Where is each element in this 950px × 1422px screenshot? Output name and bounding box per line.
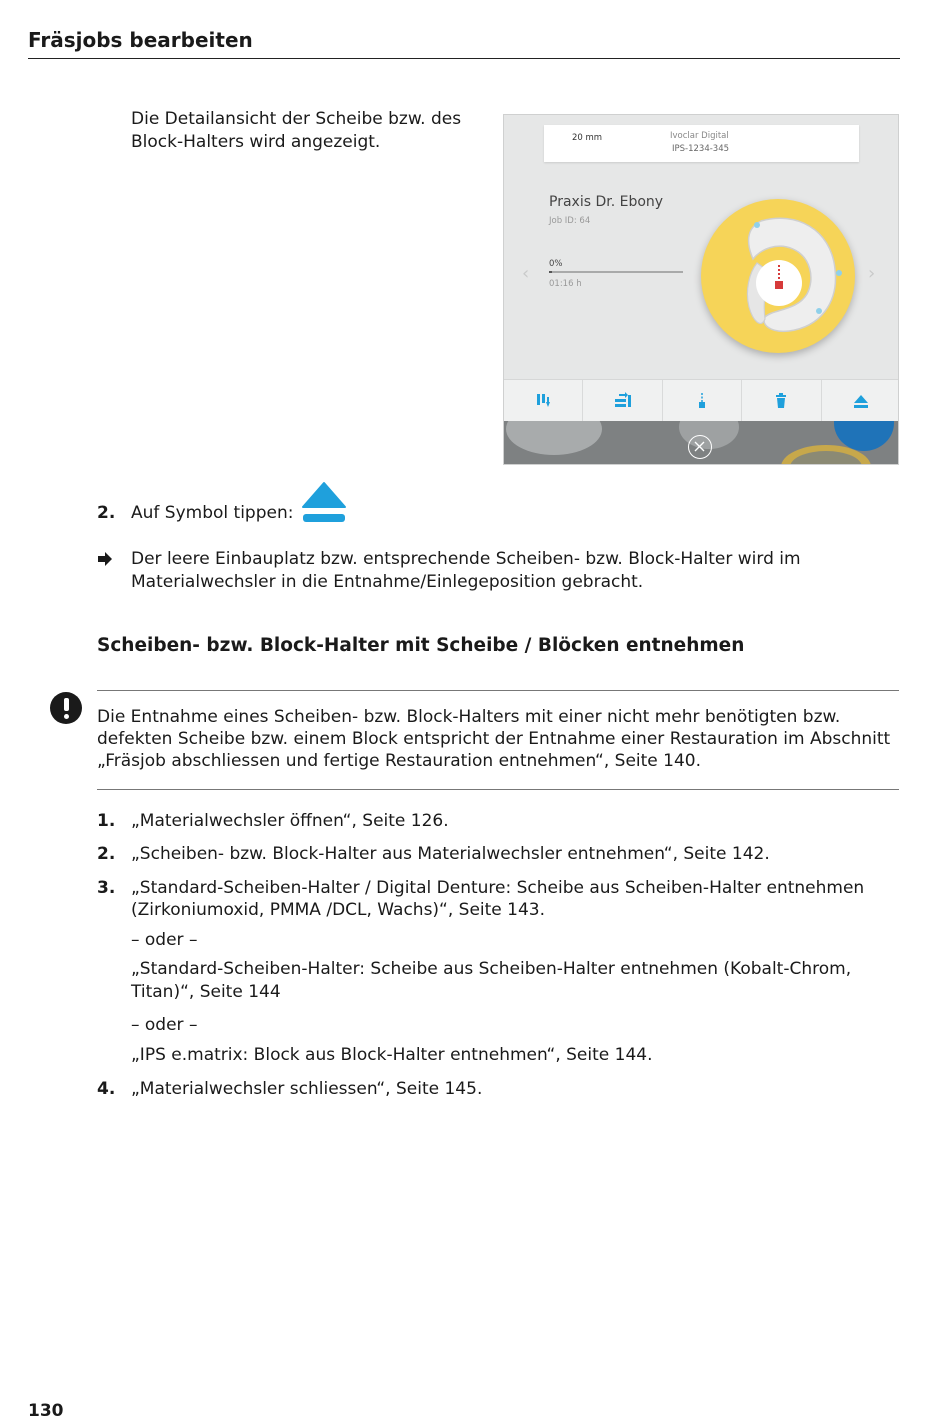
disc-preview xyxy=(701,199,855,353)
progress-bar xyxy=(549,271,683,273)
progress-bar-fill xyxy=(549,271,552,273)
divider-bottom xyxy=(97,789,899,790)
step-3-line-2: (Zirkoniumoxid, PMMA /DCL, Wachs)“, Seite 143. xyxy=(131,900,546,920)
close-icon[interactable] xyxy=(688,435,712,459)
exclamation-icon xyxy=(50,692,82,724)
page-header xyxy=(28,26,900,59)
step-1-number: 1. xyxy=(97,811,116,831)
step-3-number: 3. xyxy=(97,878,116,898)
arrow-right-icon xyxy=(97,548,113,573)
intro-line-2: Block-Halters wird angezeigt. xyxy=(131,132,381,152)
step-2-number: 2. xyxy=(97,503,116,523)
job-id: Job ID: 64 xyxy=(549,216,591,226)
result-line-1: Der leere Einbauplatz bzw. entsprechende Scheiben- bzw. Block-Halter wird im xyxy=(131,549,801,569)
eject-icon[interactable] xyxy=(822,380,899,422)
progress-percent: 0% xyxy=(549,259,563,269)
material-code: IPS-1234-345 xyxy=(672,144,730,154)
step-4-text: „Materialwechsler schliessen“, Seite 145. xyxy=(131,1079,483,1099)
alt-1-line-1: „Standard-Scheiben-Halter: Scheibe aus Scheiben-Halter entnehmen (Kobalt-Chrom, xyxy=(131,959,852,979)
or-label-1: – oder – xyxy=(131,930,198,950)
chevron-left-icon[interactable]: ‹ xyxy=(522,263,530,284)
job-name: Praxis Dr. Ebony xyxy=(549,194,664,210)
result-line-2: Materialwechsler in die Entnahme/Einlegeposition gebracht. xyxy=(131,572,644,592)
step-3-line-1: „Standard-Scheiben-Halter / Digital Denture: Scheibe aus Scheiben-Halter entnehmen xyxy=(131,878,865,898)
alt-2-text: „IPS e.matrix: Block aus Block-Halter entnehmen“, Seite 144. xyxy=(131,1045,653,1065)
milling-tool-icon[interactable] xyxy=(663,380,742,422)
chevron-right-icon[interactable]: › xyxy=(868,263,876,284)
section-heading: Scheiben- bzw. Block-Halter mit Scheibe / Blöcken entnehmen xyxy=(97,635,745,656)
page-number: 130 xyxy=(28,1401,64,1421)
trash-icon[interactable] xyxy=(742,380,821,422)
step-2b-text: „Scheiben- bzw. Block-Halter aus Materialwechsler entnehmen“, Seite 142. xyxy=(131,844,770,864)
step-2b-number: 2. xyxy=(97,844,116,864)
transfer-icon[interactable] xyxy=(583,380,662,422)
disc-size: 20 mm xyxy=(572,133,603,143)
denture-arch-icon xyxy=(701,199,855,353)
intro-line-1: Die Detailansicht der Scheibe bzw. des xyxy=(131,109,462,129)
material-info-card xyxy=(544,125,859,162)
warning-line-3: „Fräsjob abschliessen und fertige Restauration entnehmen“, Seite 140. xyxy=(97,751,702,771)
stack-split-icon[interactable] xyxy=(504,380,583,422)
alt-1-line-2: Titan)“, Seite 144 xyxy=(131,982,281,1002)
divider-top xyxy=(97,690,899,691)
or-label-2: – oder – xyxy=(131,1015,198,1035)
step-4-number: 4. xyxy=(97,1079,116,1099)
time-remaining: 01:16 h xyxy=(549,279,582,289)
brand-label: Ivoclar Digital xyxy=(670,131,729,141)
step-1-text: „Materialwechsler öffnen“, Seite 126. xyxy=(131,811,449,831)
background-carousel xyxy=(504,421,899,465)
step-2-text: Auf Symbol tippen: xyxy=(131,503,294,523)
eject-icon xyxy=(301,481,347,525)
toolbar xyxy=(504,379,899,422)
device-screenshot xyxy=(503,114,899,465)
page-title: Fräsjobs bearbeiten xyxy=(28,28,253,52)
warning-line-1: Die Entnahme eines Scheiben- bzw. Block-Halters mit einer nicht mehr benötigten bzw. xyxy=(97,707,841,727)
warning-line-2: defekten Scheibe bzw. einem Block entspricht der Entnahme einer Restauration im Abschnitt xyxy=(97,729,891,749)
